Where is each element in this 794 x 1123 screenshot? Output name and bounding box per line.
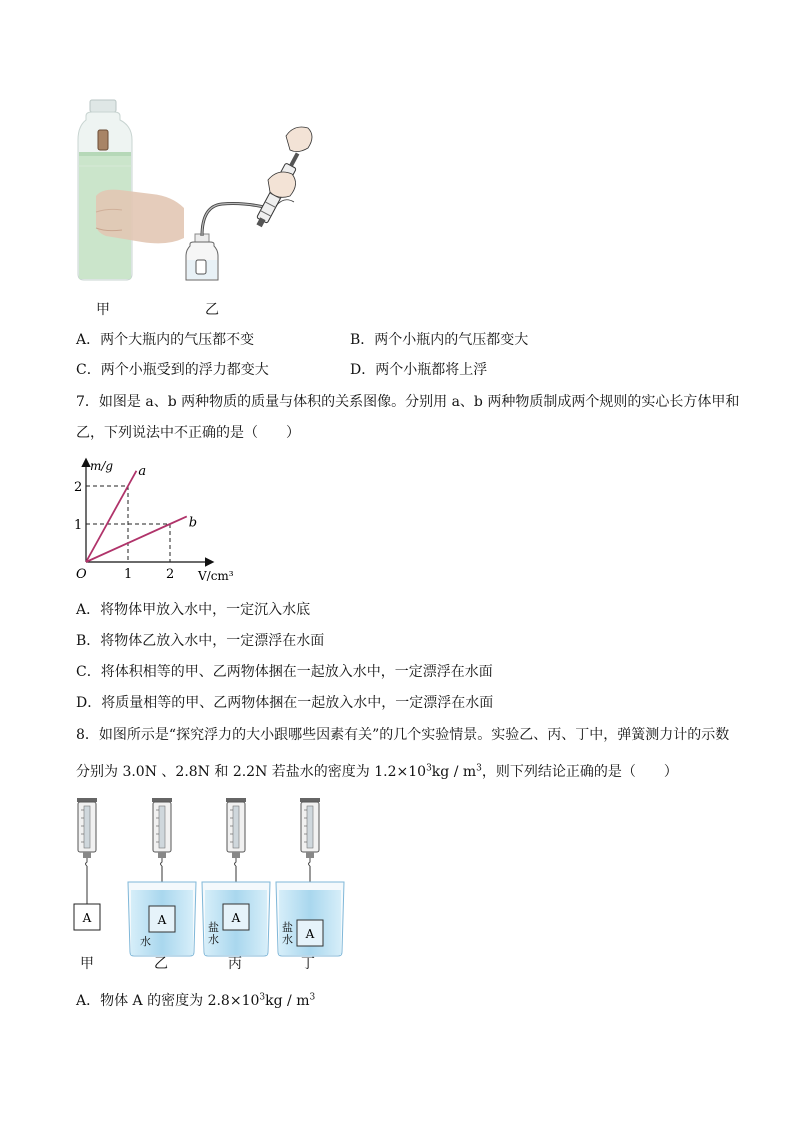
q6-fig-label-yi: 乙 xyxy=(205,302,219,318)
guide-lines xyxy=(86,486,170,562)
q6-option-b[interactable]: B．两个小瓶内的气压都变大 xyxy=(350,332,529,348)
q7-option-b[interactable]: B．将物体乙放入水中，一定漂浮在水面 xyxy=(76,633,325,649)
setup-yi xyxy=(128,798,196,956)
q8-stem-line1: 8．如图所示是“探究浮力的大小跟哪些因素有关”的几个实验情景。实验乙、丙、丁中，弹簧测力计的示数 xyxy=(76,727,730,743)
q8-fig-label-jia: 甲 xyxy=(80,956,94,972)
series-line-a xyxy=(86,471,136,562)
q8-fig-label-yi: 乙 xyxy=(154,956,168,972)
q6-option-a[interactable]: A．两个大瓶内的气压都不变 xyxy=(76,332,255,348)
q8-fig-label-ding: 丁 xyxy=(301,956,315,972)
origin-label: O xyxy=(76,567,87,582)
q6-figure xyxy=(72,96,332,286)
q7-option-c[interactable]: C．将体积相等的甲、乙两物体捆在一起放入水中，一定漂浮在水面 xyxy=(76,664,493,680)
x-tick-label-2: 2 xyxy=(166,567,175,582)
q8-illustration xyxy=(66,796,356,978)
q6-option-c[interactable]: C．两个小瓶受到的浮力都变大 xyxy=(76,362,269,378)
liquid-label-water: 水 xyxy=(140,935,151,948)
q6-fig-label-jia: 甲 xyxy=(96,302,110,318)
block-label-bing: A xyxy=(231,911,241,925)
y-axis-label: m/g xyxy=(90,459,114,473)
x-tick-label-1: 1 xyxy=(124,567,133,582)
x-axis-label: V/cm³ xyxy=(198,569,234,583)
q7-chart xyxy=(72,456,242,586)
q7-option-d[interactable]: D．将质量相等的甲、乙两物体捆在一起放入水中，一定漂浮在水面 xyxy=(76,695,494,711)
series-label-b: b xyxy=(188,515,198,531)
q7-chart-svg xyxy=(72,456,242,586)
series-lines xyxy=(86,471,187,562)
y-tick-label-1: 1 xyxy=(74,518,83,533)
q8-option-a[interactable]: A．物体 A 的密度为 $2.8\times 10^3kg / m^3$ xyxy=(76,992,316,1009)
liquid-label-salt-water-ding: 盐 水 xyxy=(282,921,293,946)
block-label-ding: A xyxy=(305,927,315,941)
big-bottle-jia xyxy=(78,100,184,280)
block-label-yi: A xyxy=(157,913,167,927)
series-line-b xyxy=(86,516,187,562)
q8-figure xyxy=(66,796,356,978)
y-tick-label-2: 2 xyxy=(74,480,83,495)
q7-stem-line2: 乙，下列说法中不正确的是（ ） xyxy=(76,425,300,441)
series-label-a: a xyxy=(138,463,147,479)
q7-option-a[interactable]: A．将物体甲放入水中，一定沉入水底 xyxy=(76,602,311,618)
q7-stem-line1: 7．如图是 a、b 两种物质的质量与体积的关系图像。分别用 a、b 两种物质制成两个规则的实心长方体甲和 xyxy=(76,394,740,410)
liquid-label-salt-water-bing: 盐 水 xyxy=(208,921,219,946)
small-bottle-yi xyxy=(186,127,312,280)
q6-illustration xyxy=(72,96,332,286)
q8-fig-label-bing: 丙 xyxy=(228,956,242,972)
q6-option-d[interactable]: D．两个小瓶都将上浮 xyxy=(350,362,488,378)
block-label-jia: A xyxy=(82,911,92,925)
q8-stem-line2: 分别为 3.0N 、2.8N 和 2.2N 若盐水的密度为 $1.2\times 10^3kg / m^3$，则下列结论正确的是（ ） xyxy=(76,763,678,780)
